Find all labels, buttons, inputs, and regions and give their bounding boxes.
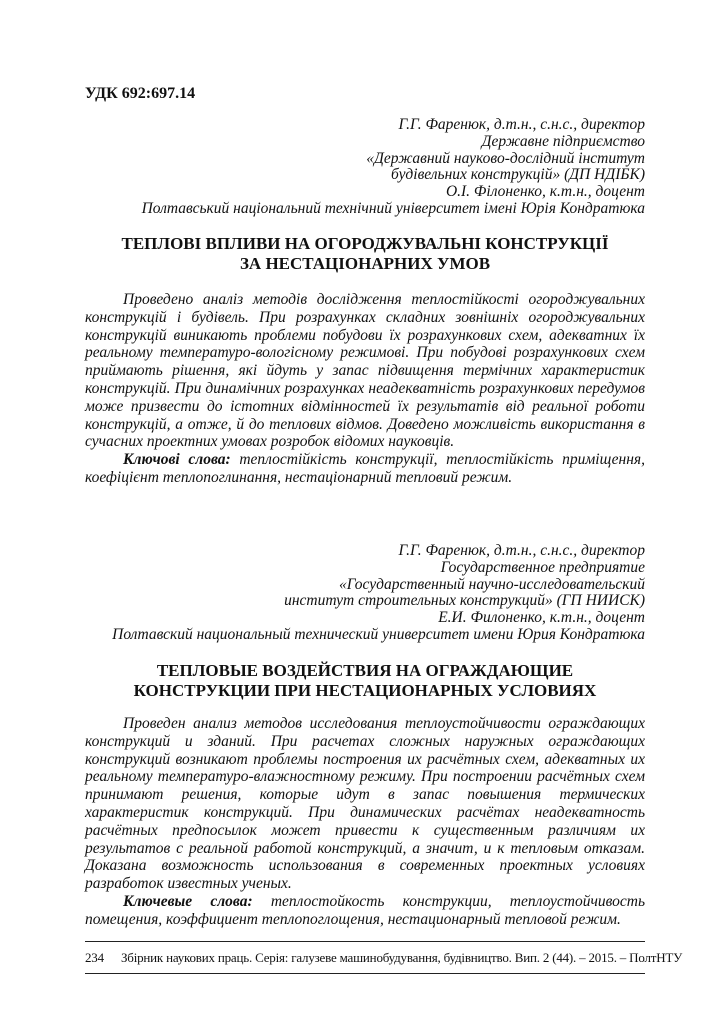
ua-keywords <box>85 451 645 487</box>
ru-keywords-text: теплостойкость конструкции, теплоустойчивость помещения, коэффициент теплопоглощения, нестационарный тепловой режим. <box>85 892 646 928</box>
ru-author-line: Г.Г. Фаренюк, д.т.н., с.н.с., директор <box>398 542 645 559</box>
ua-keywords-label: Ключові слова: <box>123 451 231 469</box>
ua-author-line: О.І. Філоненко, к.т.н., доцент <box>445 183 645 201</box>
ru-article-title-line1: ТЕПЛОВЫЕ ВОЗДЕЙСТВИЯ НА ОГРАЖДАЮЩИЕ <box>156 661 574 680</box>
ru-abstract-text: Проведен анализ методов исследования теплоустойчивости ограждающих конструкций и зданий. При расчетах сложных наружных ограждающих конструкций возникают проблемы построения их расчётных схем, адекватных их реальному температуро-влажностному режиму. При построении расчётных схем принимают решения, которые идут в запас повышения термических характеристик конструкций. При динамических расчётах неадекватность расчётных предпосылок может привести к существенным различиям их результатов с реальной работой конструкций, а значит, и к тепловым отказам. Доказана возможность использования в современных проектных условиях разработок известных ученых. <box>85 715 645 893</box>
ru-keywords <box>85 893 645 929</box>
ua-article-title <box>85 234 645 273</box>
ua-article-title-line2: ЗА НЕСТАЦІОНАРНИХ УМОВ <box>239 253 491 273</box>
ru-author-line: Е.И. Филоненко, к.т.н., доцент <box>438 609 645 627</box>
ru-author-line: Полтавский национальный технический университет имени Юрия Кондратюка <box>112 625 645 643</box>
ua-article-title-line1: ТЕПЛОВІ ВПЛИВИ НА ОГОРОДЖУВАЛЬНІ КОНСТРУКЦІЇ <box>121 234 609 253</box>
ru-author-block <box>85 543 645 644</box>
ru-author-line: «Государственный научно-исследовательский <box>339 575 645 593</box>
ru-abstract <box>85 715 645 929</box>
ru-article-title <box>85 661 645 700</box>
ua-author-line: «Державний науково-дослідний інститут <box>366 149 645 167</box>
udk-code: УДК 692:697.14 <box>85 85 196 102</box>
ru-author-line: Государственное предприятие <box>440 558 645 576</box>
ua-author-block <box>85 117 645 218</box>
ru-article-title-line2: КОНСТРУКЦИИ ПРИ НЕСТАЦИОНАРНЫХ УСЛОВИЯХ <box>133 680 597 700</box>
ua-keywords-text: теплостійкість конструкції, теплостійкість приміщення, коефіцієнт теплопоглинання, нестаціонарний тепловий режим. <box>85 451 645 486</box>
ua-author-line: Полтавський національний технічний університет імені Юрія Кондратюка <box>141 199 645 217</box>
ua-author-line: Державне підприємство <box>481 132 645 150</box>
ua-abstract-text: Проведено аналіз методів дослідження теплостійкості огороджувальних конструкцій і будівель. При розрахунках складних зовнішніх огороджувальних конструкцій виникають проблеми побудови їх розрахункових схем, адекватних їх реальному температуро-вологісному режимові. При побудові розрахункових схем приймають рішення, які йдуть у запас підвищення термічних характеристик конструкцій. При динамічних розрахунках неадекватність розрахункових передумов може призвести до істотних відмінностей їх результатів від реальної роботи конструкцій, а отже, й до теплових відмов. Доведено можливість використання в сучасних проектних умовах розробок відомих науковців. <box>85 291 645 451</box>
footer-journal-text: Збірник наукових праць. Серія: галузеве машинобудування, будівництво. Вип. 2 (44). – 2015. – ПолтНТУ <box>120 950 683 965</box>
ru-author-line: институт строительных конструкций» (ГП НИИСК) <box>284 592 645 610</box>
journal-footer <box>85 941 683 974</box>
page-number: 234 <box>85 950 104 965</box>
ru-keywords-label: Ключевые слова: <box>123 892 253 910</box>
ua-abstract <box>85 291 645 487</box>
ua-author-line: Г.Г. Фаренюк, д.т.н., с.н.с., директор <box>398 116 645 133</box>
ua-author-line: будівельних конструкцій» (ДП НДІБК) <box>391 166 645 184</box>
